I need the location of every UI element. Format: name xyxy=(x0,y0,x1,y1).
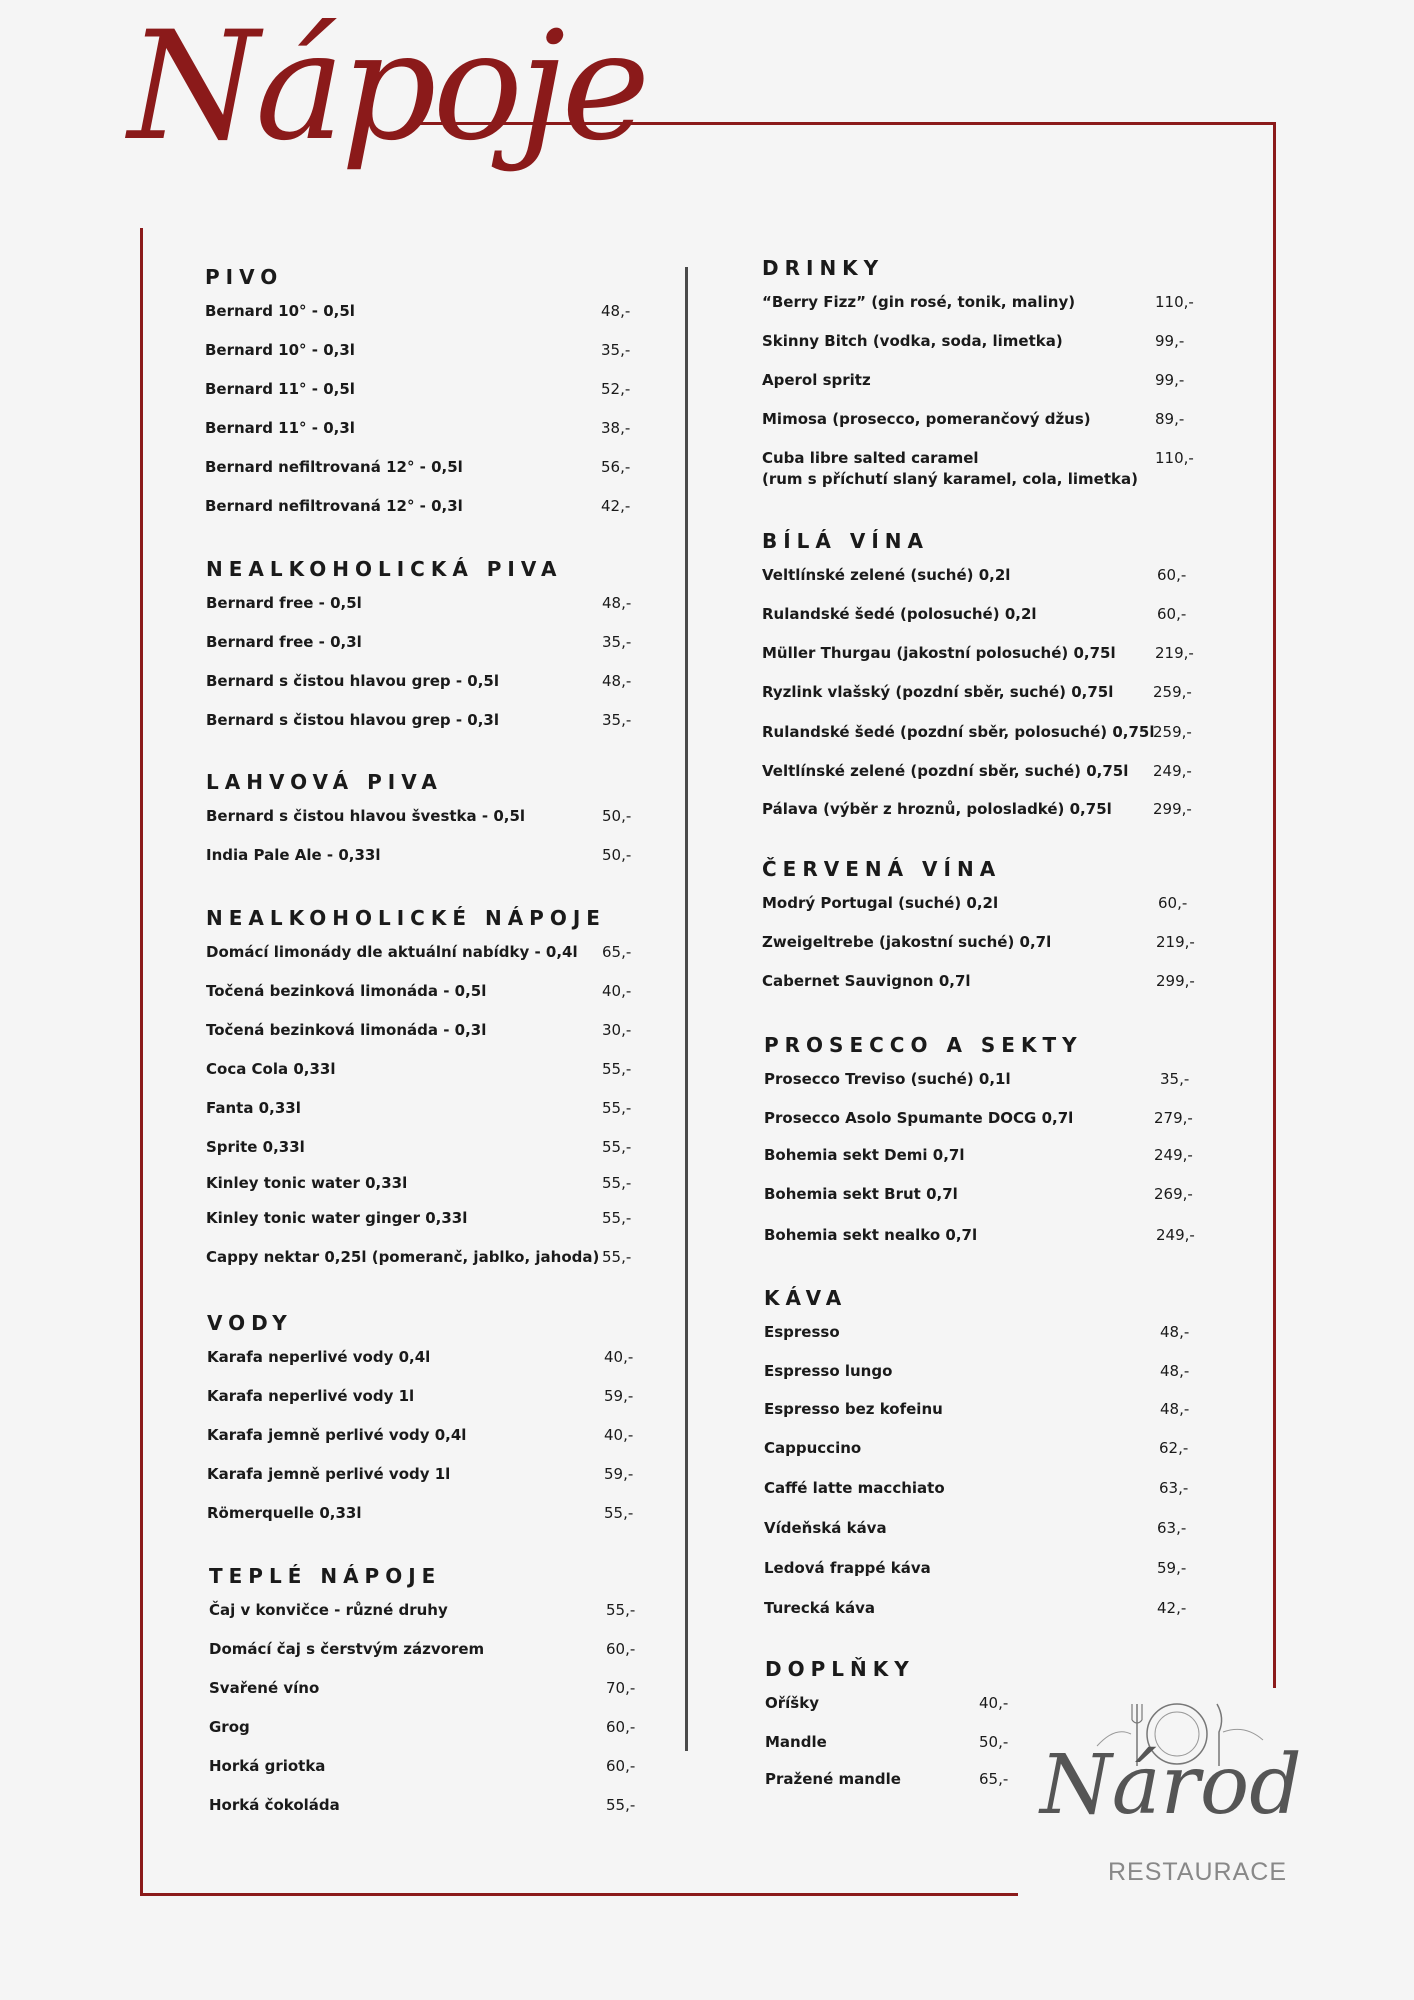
item-price: 55,- xyxy=(602,1209,632,1227)
menu-item xyxy=(762,604,1187,643)
menu-item xyxy=(762,292,1194,331)
menu-item xyxy=(207,1347,634,1386)
item-price: 219,- xyxy=(1155,644,1194,662)
item-price: 35,- xyxy=(601,341,631,359)
item-price: 55,- xyxy=(602,1099,632,1117)
menu-item xyxy=(764,1361,1190,1399)
menu-item xyxy=(206,981,632,1020)
item-price: 219,- xyxy=(1156,933,1195,951)
item-price: 62,- xyxy=(1159,1439,1189,1457)
item-name: Bernard 10° - 0,3l xyxy=(205,341,355,359)
menu-item xyxy=(206,806,632,845)
item-name: Kinley tonic water ginger 0,33l xyxy=(206,1209,468,1227)
item-name: Sprite 0,33l xyxy=(206,1138,305,1156)
item-name: Domácí limonády dle aktuální nabídky - 0,4l xyxy=(206,943,578,961)
item-name: Turecká káva xyxy=(764,1599,876,1617)
menu-item xyxy=(762,370,1185,409)
menu-item xyxy=(207,1464,634,1503)
item-name: Ryzlink vlašský (pozdní sběr, suché) 0,75l xyxy=(762,683,1114,701)
item-name: Veltlínské zelené (pozdní sběr, suché) 0,75l xyxy=(762,762,1129,780)
section-vody xyxy=(207,1311,634,1542)
item-price: 60,- xyxy=(606,1718,636,1736)
item-price: 70,- xyxy=(606,1679,636,1697)
item-name: Bernard nefiltrovaná 12° - 0,5l xyxy=(205,458,463,476)
menu-item xyxy=(764,1145,1193,1184)
item-price: 35,- xyxy=(1160,1070,1190,1088)
item-price: 30,- xyxy=(602,1021,632,1039)
item-name: Prosecco Asolo Spumante DOCG 0,7l xyxy=(764,1109,1074,1127)
menu-item xyxy=(764,1184,1193,1225)
section-cervena-vina xyxy=(762,857,1195,1010)
section-heading: VODY xyxy=(207,1311,293,1335)
section-heading: ČERVENÁ VÍNA xyxy=(762,857,1002,881)
item-price: 60,- xyxy=(1157,566,1187,584)
menu-item xyxy=(762,409,1185,448)
item-price: 299,- xyxy=(1156,972,1195,990)
section-heading: PROSECCO A SEKTY xyxy=(764,1033,1083,1057)
item-price: 249,- xyxy=(1153,762,1192,780)
section-pivo xyxy=(205,265,631,535)
item-name: Modrý Portugal (suché) 0,2l xyxy=(762,894,999,912)
menu-item xyxy=(764,1478,1189,1518)
page-title: Nápoje xyxy=(128,0,647,174)
item-price: 35,- xyxy=(602,711,632,729)
item-price: 55,- xyxy=(602,1060,632,1078)
menu-item xyxy=(206,1247,632,1286)
item-name: Römerquelle 0,33l xyxy=(207,1504,362,1522)
item-name: Bernard nefiltrovaná 12° - 0,3l xyxy=(205,497,463,515)
section-heading: KÁVA xyxy=(764,1286,848,1310)
menu-item xyxy=(765,1769,1009,1808)
section-prosecco-a-sekty xyxy=(764,1033,1195,1264)
item-name: Cuba libre salted caramel xyxy=(762,449,979,467)
item-price: 55,- xyxy=(606,1601,636,1619)
section-heading: NEALKOHOLICKÁ PIVA xyxy=(206,557,563,581)
menu-item xyxy=(764,1322,1190,1361)
item-price: 99,- xyxy=(1155,332,1185,350)
item-price: 63,- xyxy=(1157,1519,1187,1537)
section-doplnky xyxy=(765,1657,1009,1808)
menu-item xyxy=(764,1069,1190,1108)
item-price: 60,- xyxy=(606,1757,636,1775)
menu-item xyxy=(205,340,631,379)
item-name: Cappuccino xyxy=(764,1439,862,1457)
menu-item xyxy=(207,1425,634,1464)
item-price: 56,- xyxy=(601,458,631,476)
menu-item xyxy=(765,1732,1009,1769)
item-price: 55,- xyxy=(604,1504,634,1522)
item-price: 59,- xyxy=(604,1387,634,1405)
menu-item xyxy=(764,1225,1195,1264)
item-name: Bernard free - 0,3l xyxy=(206,633,362,651)
item-price: 48,- xyxy=(602,594,632,612)
menu-item xyxy=(209,1678,636,1717)
item-name: Rulandské šedé (pozdní sběr, polosuché) 0,75l xyxy=(762,723,1155,741)
item-name: Grog xyxy=(209,1718,250,1736)
item-price: 60,- xyxy=(1158,894,1188,912)
item-name: Bohemia sekt Demi 0,7l xyxy=(764,1146,965,1164)
menu-item xyxy=(206,942,632,981)
frame-bottom-line xyxy=(140,1893,1018,1896)
menu-item xyxy=(205,379,631,418)
item-name: Točená bezinková limonáda - 0,3l xyxy=(206,1021,487,1039)
item-name: Domácí čaj s čerstvým zázvorem xyxy=(209,1640,485,1658)
item-price: 249,- xyxy=(1154,1146,1193,1164)
item-price: 40,- xyxy=(979,1694,1009,1712)
item-name: Oříšky xyxy=(765,1694,819,1712)
item-name: Horká čokoláda xyxy=(209,1796,340,1814)
item-price: 48,- xyxy=(1160,1323,1190,1341)
item-name: Caffé latte macchiato xyxy=(764,1479,945,1497)
item-price: 40,- xyxy=(602,982,632,1000)
item-price: 50,- xyxy=(602,807,632,825)
frame-right-line xyxy=(1273,122,1276,1688)
menu-item xyxy=(765,1693,1009,1732)
menu-item xyxy=(762,893,1188,932)
menu-item xyxy=(762,331,1185,370)
item-name: Coca Cola 0,33l xyxy=(206,1060,336,1078)
menu-item xyxy=(206,1137,632,1173)
section-heading: PIVO xyxy=(205,265,284,289)
menu-item xyxy=(762,565,1187,604)
menu-item xyxy=(206,1098,632,1137)
item-name: Rulandské šedé (polosuché) 0,2l xyxy=(762,605,1037,623)
logo-script-text: Národ xyxy=(1040,1738,1302,1833)
item-name: Bernard s čistou hlavou grep - 0,3l xyxy=(206,711,500,729)
item-name: Mandle xyxy=(765,1733,827,1751)
menu-item xyxy=(206,710,632,749)
menu-item xyxy=(764,1558,1187,1598)
menu-item xyxy=(209,1717,636,1756)
menu-item xyxy=(764,1518,1187,1558)
menu-item xyxy=(206,593,632,632)
section-drinky xyxy=(762,256,1194,505)
item-name: Pražené mandle xyxy=(765,1770,901,1788)
item-price: 259,- xyxy=(1153,723,1192,741)
menu-item xyxy=(209,1600,636,1639)
menu-item xyxy=(209,1795,636,1834)
item-price: 60,- xyxy=(606,1640,636,1658)
item-name: Kinley tonic water 0,33l xyxy=(206,1174,408,1192)
menu-item xyxy=(206,632,632,671)
menu-item xyxy=(209,1639,636,1678)
item-name: Karafa jemně perlivé vody 1l xyxy=(207,1465,451,1483)
item-name: Karafa neperlivé vody 1l xyxy=(207,1387,415,1405)
item-price: 99,- xyxy=(1155,371,1185,389)
menu-item xyxy=(205,301,631,340)
section-heading: DOPLŇKY xyxy=(765,1657,915,1681)
item-price: 38,- xyxy=(601,419,631,437)
item-price: 48,- xyxy=(1160,1400,1190,1418)
item-price: 40,- xyxy=(604,1426,634,1444)
menu-item xyxy=(762,761,1192,799)
menu-item xyxy=(205,418,631,457)
item-price: 48,- xyxy=(602,672,632,690)
item-name: Skinny Bitch (vodka, soda, limetka) xyxy=(762,332,1063,350)
section-nealkoholicke-napoje xyxy=(206,906,632,1286)
item-name: Bernard 11° - 0,5l xyxy=(205,380,355,398)
item-price: 48,- xyxy=(1160,1362,1190,1380)
item-price: 42,- xyxy=(1157,1599,1187,1617)
section-teple-napoje xyxy=(209,1564,636,1834)
item-price: 50,- xyxy=(979,1733,1009,1751)
item-name: Mimosa (prosecco, pomerančový džus) xyxy=(762,410,1091,428)
item-description: (rum s příchutí slaný karamel, cola, limetka) xyxy=(762,470,1138,488)
section-heading: TEPLÉ NÁPOJE xyxy=(209,1564,442,1588)
item-name: Cappy nektar 0,25l (pomeranč, jablko, jahoda) xyxy=(206,1248,600,1266)
item-price: 48,- xyxy=(601,302,631,320)
menu-item xyxy=(762,971,1195,1010)
item-name: India Pale Ale - 0,33l xyxy=(206,846,381,864)
column-divider xyxy=(685,267,688,1751)
item-price: 279,- xyxy=(1154,1109,1193,1127)
menu-item xyxy=(205,457,631,496)
menu-item xyxy=(207,1386,634,1425)
menu-item xyxy=(764,1598,1187,1637)
section-bila-vina xyxy=(762,529,1194,838)
menu-item xyxy=(206,845,632,884)
item-price: 249,- xyxy=(1156,1226,1195,1244)
item-name: Bohemia sekt nealko 0,7l xyxy=(764,1226,978,1244)
item-name: Bohemia sekt Brut 0,7l xyxy=(764,1185,958,1203)
item-name: Zweigeltrebe (jakostní suché) 0,7l xyxy=(762,933,1052,951)
section-heading: NEALKOHOLICKÉ NÁPOJE xyxy=(206,906,606,930)
item-name: Bernard s čistou hlavou grep - 0,5l xyxy=(206,672,500,690)
logo-subtitle: RESTAURACE xyxy=(1108,1858,1288,1886)
item-name: Karafa neperlivé vody 0,4l xyxy=(207,1348,431,1366)
menu-item xyxy=(206,1208,632,1247)
item-price: 59,- xyxy=(604,1465,634,1483)
item-name: Espresso bez kofeinu xyxy=(764,1400,943,1418)
section-heading: DRINKY xyxy=(762,256,885,280)
menu-item xyxy=(764,1108,1193,1145)
item-price: 52,- xyxy=(601,380,631,398)
item-price: 259,- xyxy=(1153,683,1192,701)
menu-item xyxy=(762,682,1192,722)
item-price: 110,- xyxy=(1155,293,1194,311)
item-name: Ledová frappé káva xyxy=(764,1559,931,1577)
item-price: 55,- xyxy=(606,1796,636,1814)
item-name: Bernard free - 0,5l xyxy=(206,594,362,612)
item-name: Čaj v konvičce - různé druhy xyxy=(209,1601,448,1619)
item-name: Prosecco Treviso (suché) 0,1l xyxy=(764,1070,1011,1088)
item-name: Točená bezinková limonáda - 0,5l xyxy=(206,982,487,1000)
menu-item xyxy=(764,1438,1189,1478)
item-price: 55,- xyxy=(602,1138,632,1156)
menu-item xyxy=(206,671,632,710)
item-name: “Berry Fizz” (gin rosé, tonik, maliny) xyxy=(762,293,1076,311)
item-price: 50,- xyxy=(602,846,632,864)
item-name: Veltlínské zelené (suché) 0,2l xyxy=(762,566,1011,584)
menu-item xyxy=(206,1173,632,1208)
item-name: Espresso xyxy=(764,1323,840,1341)
item-price: 269,- xyxy=(1154,1185,1193,1203)
item-price: 35,- xyxy=(602,633,632,651)
menu-item xyxy=(209,1756,636,1795)
menu-item xyxy=(207,1503,634,1542)
menu-item xyxy=(206,1059,632,1098)
item-price: 59,- xyxy=(1157,1559,1187,1577)
item-price: 40,- xyxy=(604,1348,634,1366)
item-price: 55,- xyxy=(602,1174,632,1192)
menu-item xyxy=(762,799,1192,838)
item-price: 89,- xyxy=(1155,410,1185,428)
item-name: Karafa jemně perlivé vody 0,4l xyxy=(207,1426,467,1444)
section-nealkoholicka-piva xyxy=(206,557,632,749)
item-price: 42,- xyxy=(601,497,631,515)
item-price: 65,- xyxy=(602,943,632,961)
frame-left-line xyxy=(140,228,143,1896)
item-name: Pálava (výběr z hroznů, polosladké) 0,75l xyxy=(762,800,1112,818)
item-name: Horká griotka xyxy=(209,1757,326,1775)
item-name: Müller Thurgau (jakostní polosuché) 0,75l xyxy=(762,644,1116,662)
item-price: 60,- xyxy=(1157,605,1187,623)
item-name: Svařené víno xyxy=(209,1679,320,1697)
item-name: Bernard 11° - 0,3l xyxy=(205,419,355,437)
item-price: 110,- xyxy=(1155,449,1194,467)
item-name: Aperol spritz xyxy=(762,371,871,389)
section-heading: BÍLÁ VÍNA xyxy=(762,529,930,553)
menu-item xyxy=(762,448,1194,505)
item-name: Fanta 0,33l xyxy=(206,1099,301,1117)
menu-item xyxy=(206,1020,632,1059)
menu-item xyxy=(762,932,1195,971)
section-heading: LAHVOVÁ PIVA xyxy=(206,770,443,794)
item-name: Cabernet Sauvignon 0,7l xyxy=(762,972,971,990)
menu-item xyxy=(764,1399,1190,1438)
item-price: 299,- xyxy=(1153,800,1192,818)
restaurant-logo xyxy=(1040,1690,1302,1890)
item-price: 63,- xyxy=(1159,1479,1189,1497)
section-kava xyxy=(764,1286,1190,1637)
item-price: 55,- xyxy=(602,1248,632,1266)
item-name: Bernard s čistou hlavou švestka - 0,5l xyxy=(206,807,526,825)
menu-item xyxy=(762,643,1194,682)
menu-item xyxy=(762,722,1192,761)
item-name: Espresso lungo xyxy=(764,1362,893,1380)
item-name: Bernard 10° - 0,5l xyxy=(205,302,355,320)
menu-item xyxy=(205,496,631,535)
item-price: 65,- xyxy=(979,1770,1009,1788)
item-name: Vídeňská káva xyxy=(764,1519,887,1537)
section-lahvova-piva xyxy=(206,770,632,884)
